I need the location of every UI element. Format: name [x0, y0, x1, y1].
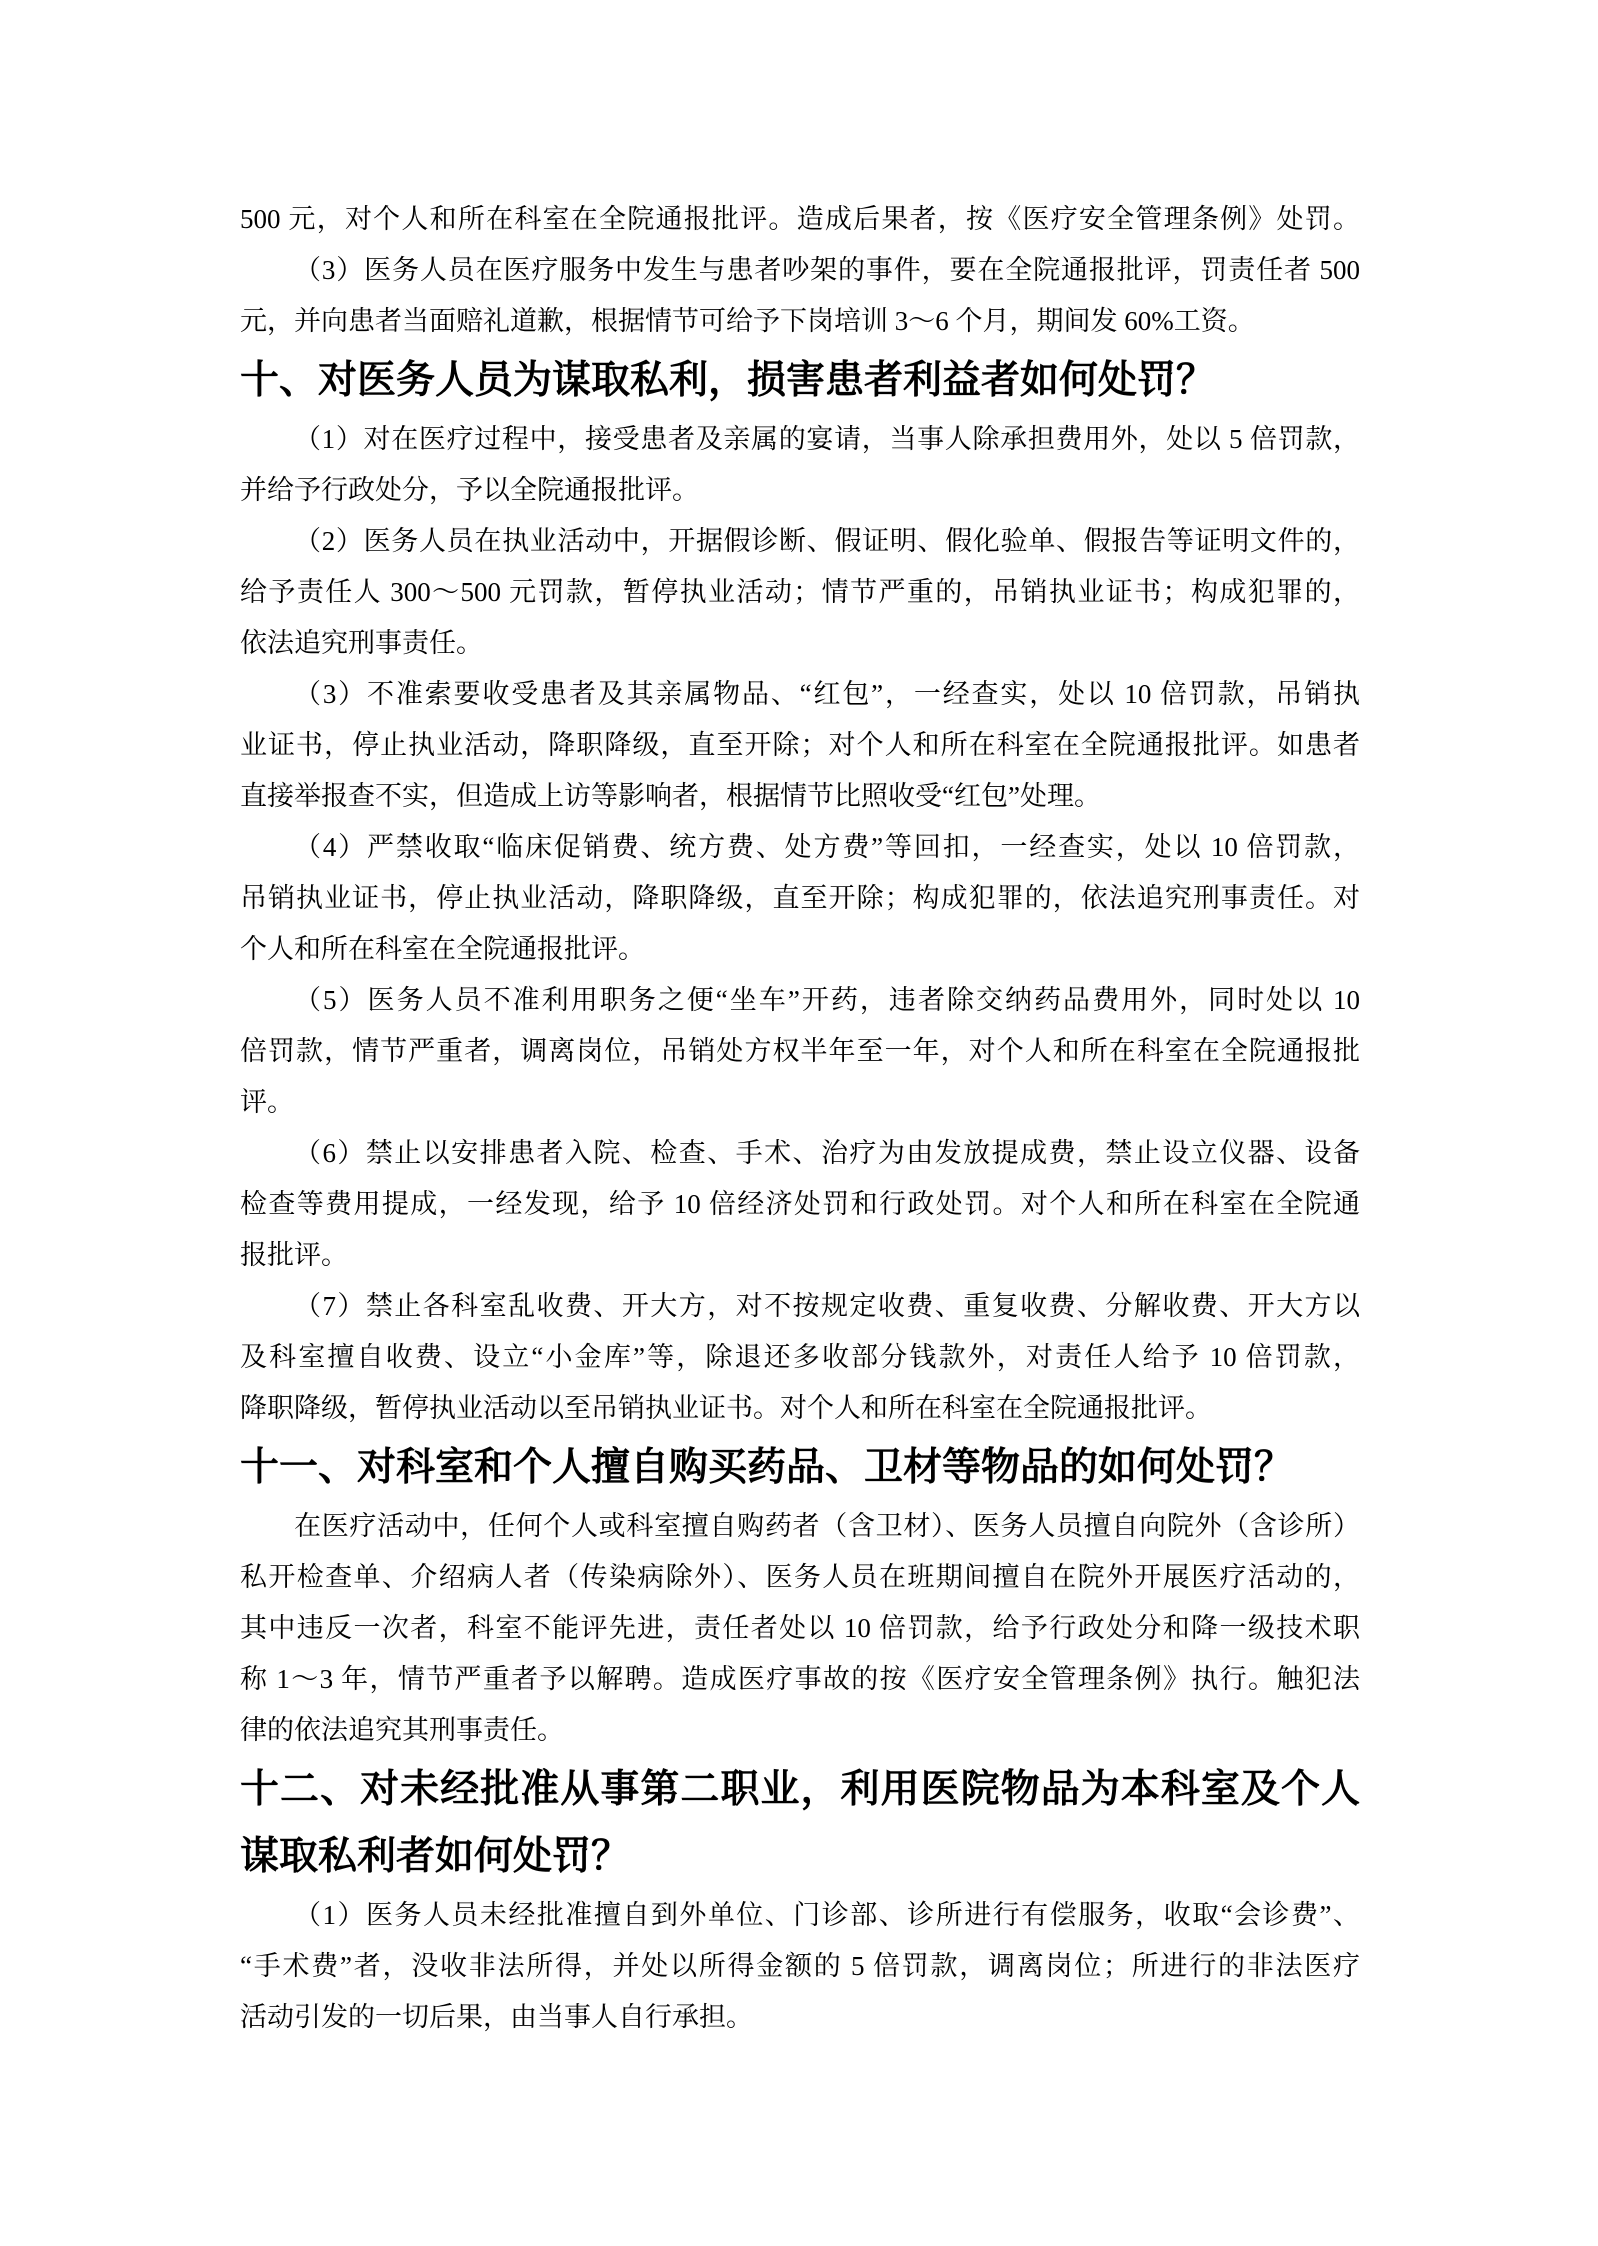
- text-line: 降职降级，暂停执业活动以至吊销执业证书。对个人和所在科室在全院通报批评。: [240, 1393, 1212, 1423]
- text-line: 元，并向患者当面赔礼道歉，根据情节可给予下岗培训 3～6 个月，期间发 60%工资。: [240, 306, 1255, 336]
- text-line: 私开检查单、介绍病人者（传染病除外）、医务人员在班期间擅自在院外开展医疗活动的，: [240, 1562, 1360, 1592]
- para-10-item2: [240, 516, 1360, 669]
- para-12-item1: [240, 1890, 1360, 2043]
- text-line: （5）医务人员不准利用职务之便“坐车”开药，违者除交纳药品费用外，同时处以 10: [294, 985, 1360, 1015]
- text-line: （6）禁止以安排患者入院、检查、手术、治疗为由发放提成费，禁止设立仪器、设备: [294, 1138, 1360, 1168]
- para-10-item7: [240, 1281, 1360, 1434]
- para-10-item5: [240, 975, 1360, 1128]
- heading-10: [240, 347, 1360, 414]
- text-line: （7）禁止各科室乱收费、开大方，对不按规定收费、重复收费、分解收费、开大方以: [294, 1291, 1360, 1321]
- text-line: （4）严禁收取“临床促销费、统方费、处方费”等回扣，一经查实，处以 10 倍罚款，: [294, 832, 1360, 862]
- text-line: 500 元，对个人和所在科室在全院通报批评。造成后果者，按《医疗安全管理条例》处罚。: [240, 204, 1360, 234]
- text-line: 业证书，停止执业活动，降职降级，直至开除；对个人和所在科室在全院通报批评。如患者: [240, 730, 1360, 760]
- text-column: [240, 194, 1360, 2043]
- heading-line: 十二、对未经批准从事第二职业，利用医院物品为本科室及个人: [240, 1768, 1360, 1811]
- text-line: 吊销执业证书，停止执业活动，降职降级，直至开除；构成犯罪的，依法追究刑事责任。对: [240, 883, 1360, 913]
- text-line: 直接举报查不实，但造成上访等影响者，根据情节比照收受“红包”处理。: [240, 781, 1101, 811]
- para-9-item3: [240, 245, 1360, 347]
- text-line: 称 1～3 年，情节严重者予以解聘。造成医疗事故的按《医疗安全管理条例》执行。触犯法: [240, 1664, 1360, 1694]
- text-line: 并给予行政处分，予以全院通报批评。: [240, 475, 699, 505]
- text-line: 检查等费用提成，一经发现，给予 10 倍经济处罚和行政处罚。对个人和所在科室在全院通: [240, 1189, 1360, 1219]
- para-11-body: [240, 1501, 1360, 1756]
- text-line: 依法追究刑事责任。: [240, 628, 483, 658]
- text-line: 给予责任人 300～500 元罚款，暂停执业活动；情节严重的，吊销执业证书；构成犯罪的，: [240, 577, 1360, 607]
- para-10-item6: [240, 1128, 1360, 1281]
- text-line: 倍罚款，情节严重者，调离岗位，吊销处方权半年至一年，对个人和所在科室在全院通报批: [240, 1036, 1360, 1066]
- heading-line: 十一、对科室和个人擅自购买药品、卫材等物品的如何处罚？: [240, 1446, 1294, 1489]
- text-line: 活动引发的一切后果，由当事人自行承担。: [240, 2002, 753, 2032]
- text-line: 评。: [240, 1087, 294, 1117]
- text-line: 个人和所在科室在全院通报批评。: [240, 934, 645, 964]
- para-10-item3: [240, 669, 1360, 822]
- para-10-item4: [240, 822, 1360, 975]
- text-line: 律的依法追究其刑事责任。: [240, 1715, 564, 1745]
- text-line: “手术费”者，没收非法所得，并处以所得金额的 5 倍罚款，调离岗位；所进行的非法医疗: [240, 1951, 1360, 1981]
- para-10-item1: [240, 414, 1360, 516]
- text-line: 报批评。: [240, 1240, 348, 1270]
- text-line: （2）医务人员在执业活动中，开据假诊断、假证明、假化验单、假报告等证明文件的，: [294, 526, 1360, 556]
- text-line: （3）医务人员在医疗服务中发生与患者吵架的事件，要在全院通报批评，罚责任者 500: [294, 255, 1360, 285]
- text-line: （1）对在医疗过程中，接受患者及亲属的宴请，当事人除承担费用外，处以 5 倍罚款，: [294, 424, 1360, 454]
- text-line: （3）不准索要收受患者及其亲属物品、“红包”，一经查实，处以 10 倍罚款，吊销执: [294, 679, 1360, 709]
- text-line: 在医疗活动中，任何个人或科室擅自购药者（含卫材）、医务人员擅自向院外（含诊所）: [294, 1511, 1360, 1541]
- heading-line: 谋取私利者如何处罚？: [240, 1835, 631, 1878]
- text-line: 其中违反一次者，科室不能评先进，责任者处以 10 倍罚款，给予行政处分和降一级技术职: [240, 1613, 1360, 1643]
- heading-line: 十、对医务人员为谋取私利，损害患者利益者如何处罚？: [240, 359, 1216, 402]
- text-line: 及科室擅自收费、设立“小金库”等，除退还多收部分钱款外，对责任人给予 10 倍罚款，: [240, 1342, 1360, 1372]
- text-line: （1）医务人员未经批准擅自到外单位、门诊部、诊所进行有偿服务，收取“会诊费”、: [294, 1900, 1360, 1930]
- para-9-continuation: [240, 194, 1360, 245]
- heading-11: [240, 1434, 1360, 1501]
- heading-12: [240, 1756, 1360, 1890]
